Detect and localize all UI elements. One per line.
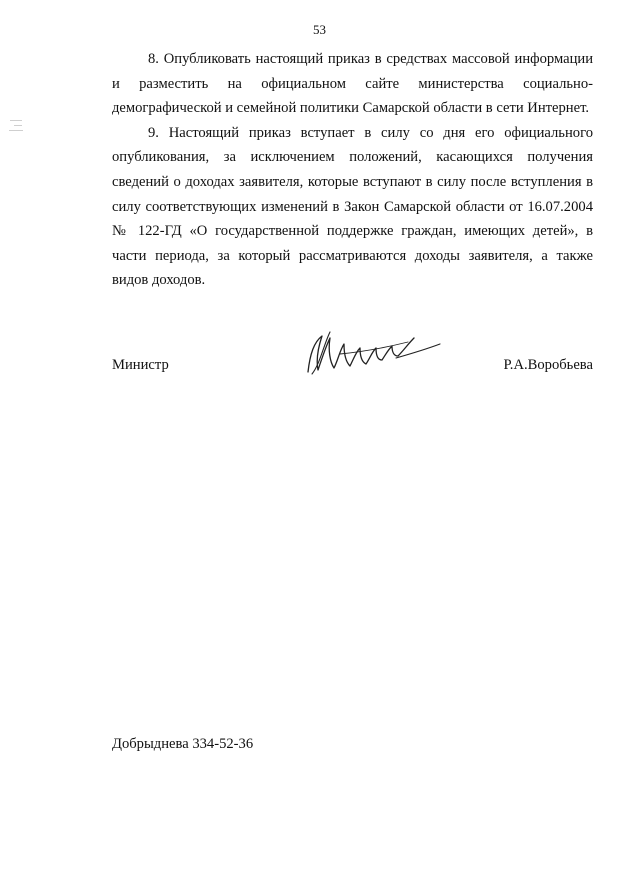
paragraph-8: 8. Опубликовать настоящий приказ в средствах массовой информации и разместить на официальном сайте министерства социально-демографической и семейной политики Самарской области в сети Интернет.: [112, 51, 593, 117]
paragraph-9: 9. Настоящий приказ вступает в силу со дня его официального опубликования, за исключением положений, касающихся получения сведений о доходах заявителя, которые вступают в силу после вступления в силу соответствующих изменений в Закон Самарской области от 16.07.2004 № 122-ГД «О государственной поддержке граждан, имеющих детей», в части периода, за который рассматриваются доходы заявителя, а также видов доходов.: [112, 124, 593, 289]
scan-artifact: [9, 130, 23, 131]
document-body: [112, 47, 593, 293]
signature-image: [300, 324, 445, 384]
scan-artifact: [14, 125, 22, 126]
page-number: 53: [313, 22, 326, 37]
signatory-name: Р.А.Воробьева: [503, 357, 593, 373]
scan-artifact: [10, 120, 22, 121]
signatory-role: Министр: [112, 357, 169, 373]
executor-contact: Добрыднева 334-52-36: [112, 736, 254, 752]
